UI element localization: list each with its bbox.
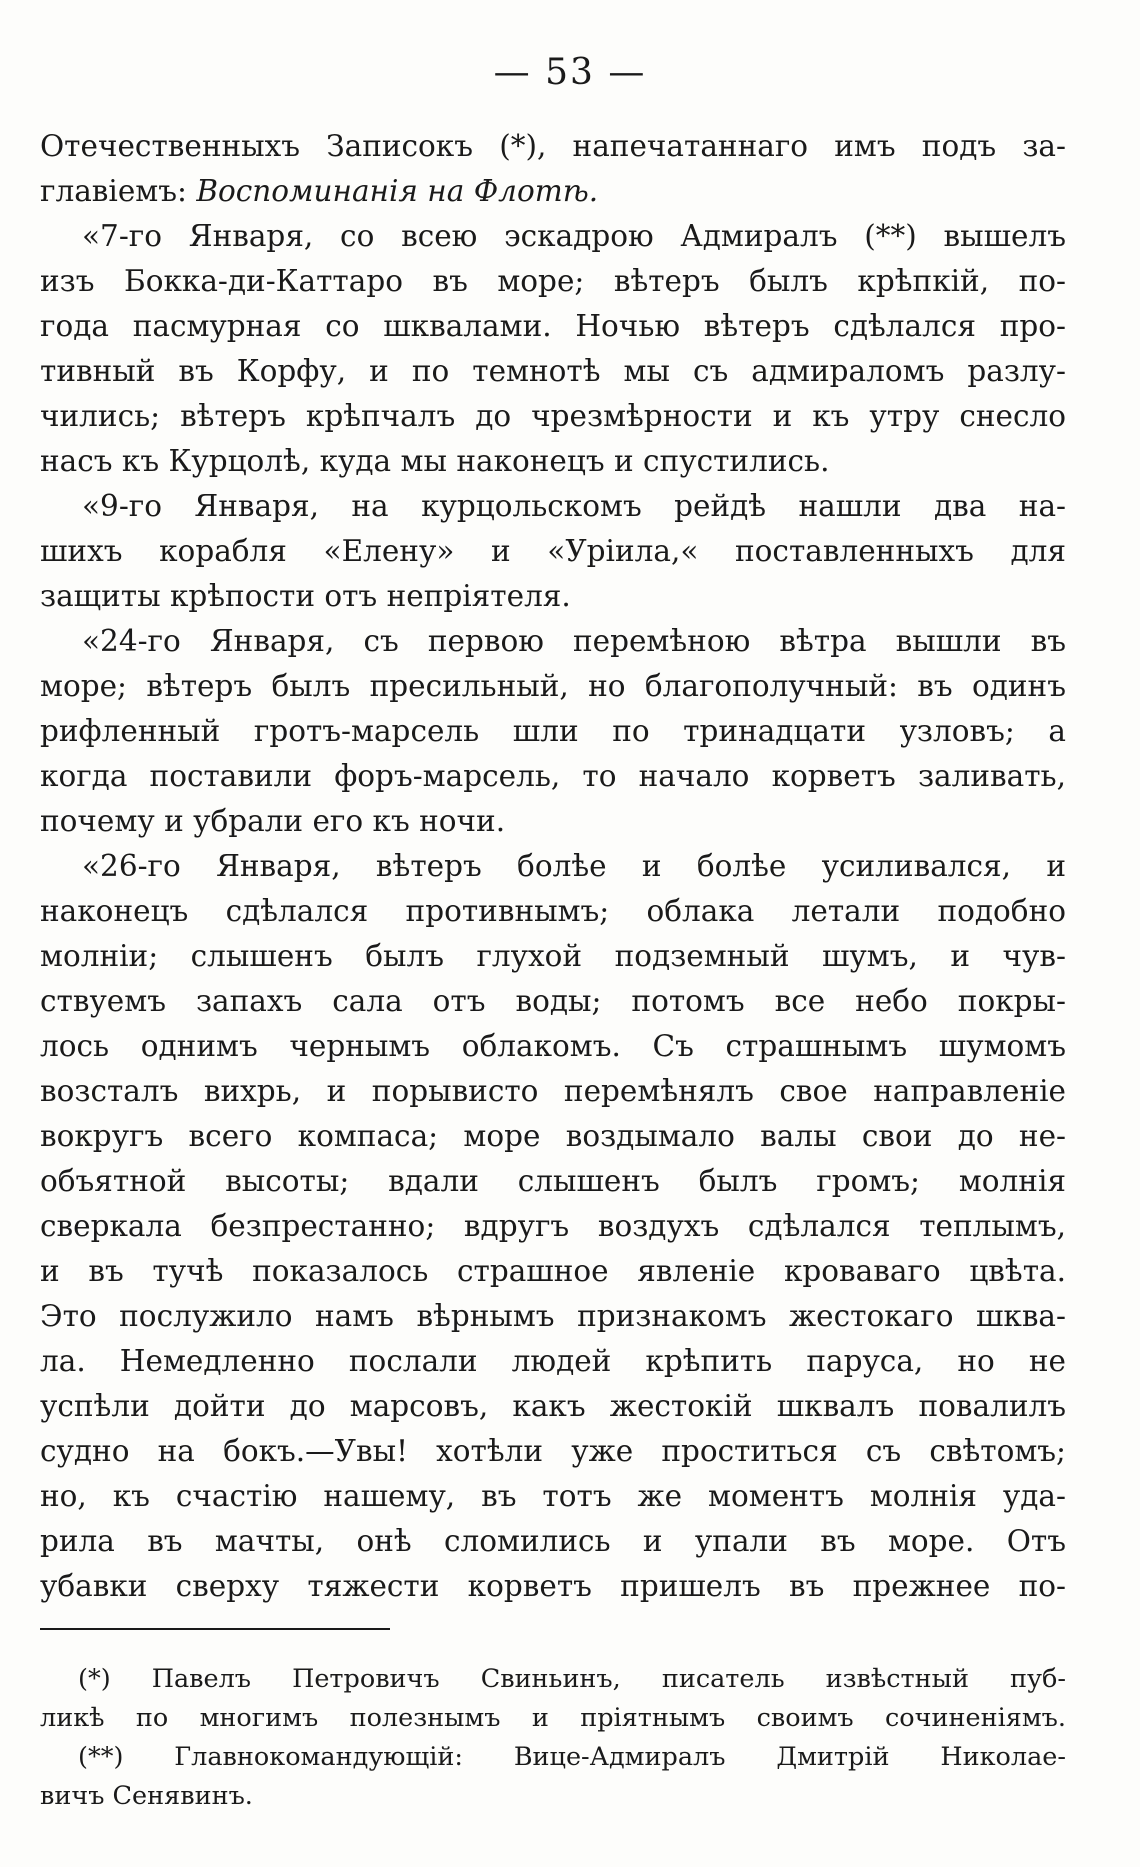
body-line-13: море; вѣтеръ былъ пресильный, но благополучный: въ одинъ: [40, 669, 1066, 703]
book-title-italic: Воспоминанія на Флотѣ.: [196, 174, 599, 208]
body-line-6: тивный въ Корфу, и по темнотѣ мы съ адмираломъ разлу-: [40, 354, 1066, 388]
body-line-10: шихъ корабля «Елену» и «Уріила,« поставленныхъ для: [40, 534, 1066, 568]
footnote-2-line-2: вичъ Сенявинъ.: [40, 1781, 253, 1811]
body-line-12: «24-го Января, съ первою перемѣною вѣтра вышли въ: [82, 624, 1066, 658]
body-line-26: и въ тучѣ показалось страшное явленіе кроваваго цвѣта.: [40, 1254, 1066, 1288]
body-line-15: когда поставили форъ-марсель, то начало корветъ заливать,: [40, 759, 1066, 793]
body-text: [40, 124, 1066, 1609]
body-line-28: ла. Немедленно послали людей крѣпить паруса, но не: [40, 1344, 1066, 1378]
body-line-29: успѣли дойти до марсовъ, какъ жестокій шквалъ повалилъ: [40, 1389, 1066, 1423]
body-line-2: [40, 169, 1066, 214]
body-line-4: изъ Бокка-ди-Каттаро въ море; вѣтеръ былъ крѣпкій, по-: [40, 264, 1066, 298]
body-line-2-lead: главіемъ:: [40, 174, 197, 208]
body-line-20: ствуемъ запахъ сала отъ воды; потомъ все небо покры-: [40, 984, 1066, 1018]
body-line-24: объятной высоты; вдали слышенъ былъ громъ; молнія: [40, 1164, 1066, 1198]
body-line-22: возсталъ вихрь, и порывисто перемѣнялъ свое направленіе: [40, 1074, 1066, 1108]
body-line-9: «9-го Января, на курцольскомъ рейдѣ нашли два на-: [82, 489, 1066, 523]
body-line-11: защиты крѣпости отъ непріятеля.: [40, 579, 571, 613]
body-line-21: лось однимъ чернымъ облакомъ. Съ страшнымъ шумомъ: [40, 1029, 1066, 1063]
body-line-30: судно на бокъ.—Увы! хотѣли уже проститься съ свѣтомъ;: [40, 1434, 1066, 1468]
body-line-5: года пасмурная со шквалами. Ночью вѣтеръ сдѣлался про-: [40, 309, 1066, 343]
footnote-1-line-1: (*) Павелъ Петровичъ Свиньинъ, писатель извѣстный пуб-: [78, 1664, 1066, 1694]
body-line-18: наконецъ сдѣлался противнымъ; облака летали подобно: [40, 894, 1066, 928]
body-line-23: вокругъ всего компаса; море воздымало валы свои до не-: [40, 1119, 1066, 1153]
body-line-2-text: [40, 174, 598, 208]
page-number: — 53 —: [493, 52, 647, 93]
body-line-7: чились; вѣтеръ крѣпчалъ до чрезмѣрности и къ утру снесло: [40, 399, 1066, 433]
footnote-1-line-2: ликѣ по многимъ полезнымъ и пріятнымъ своимъ сочиненіямъ.: [40, 1703, 1066, 1733]
body-line-32: рила въ мачты, онѣ сломились и упали въ море. Отъ: [40, 1524, 1066, 1558]
body-line-14: рифленный гротъ-марсель шли по тринадцати узловъ; а: [40, 714, 1066, 748]
body-line-1: Отечественныхъ Записокъ (*), напечатаннаго имъ подъ за-: [40, 129, 1066, 163]
body-line-19: молніи; слышенъ былъ глухой подземный шумъ, и чув-: [40, 939, 1066, 973]
footnote-2-line-1: (**) Главнокомандующій: Вице-Адмиралъ Дмитрій Николае-: [78, 1742, 1066, 1772]
footnote-divider: [40, 1628, 390, 1630]
body-line-33: убавки сверху тяжести корветъ пришелъ въ прежнее по-: [40, 1569, 1066, 1603]
body-line-8: насъ къ Курцолѣ, куда мы наконецъ и спустились.: [40, 444, 830, 478]
body-line-31: но, къ счастію нашему, въ тотъ же моментъ молнія уда-: [40, 1479, 1066, 1513]
body-line-27: Это послужило намъ вѣрнымъ признакомъ жестокаго шква-: [40, 1299, 1066, 1333]
body-line-25: сверкала безпрестанно; вдругъ воздухъ сдѣлался теплымъ,: [40, 1209, 1066, 1243]
footnotes: [40, 1660, 1066, 1816]
body-line-16: почему и убрали его къ ночи.: [40, 804, 506, 838]
body-line-17: «26-го Января, вѣтеръ болѣе и болѣе усиливался, и: [82, 849, 1066, 883]
body-line-3: «7-го Января, со всею эскадрою Адмиралъ (**) вышелъ: [82, 219, 1066, 253]
